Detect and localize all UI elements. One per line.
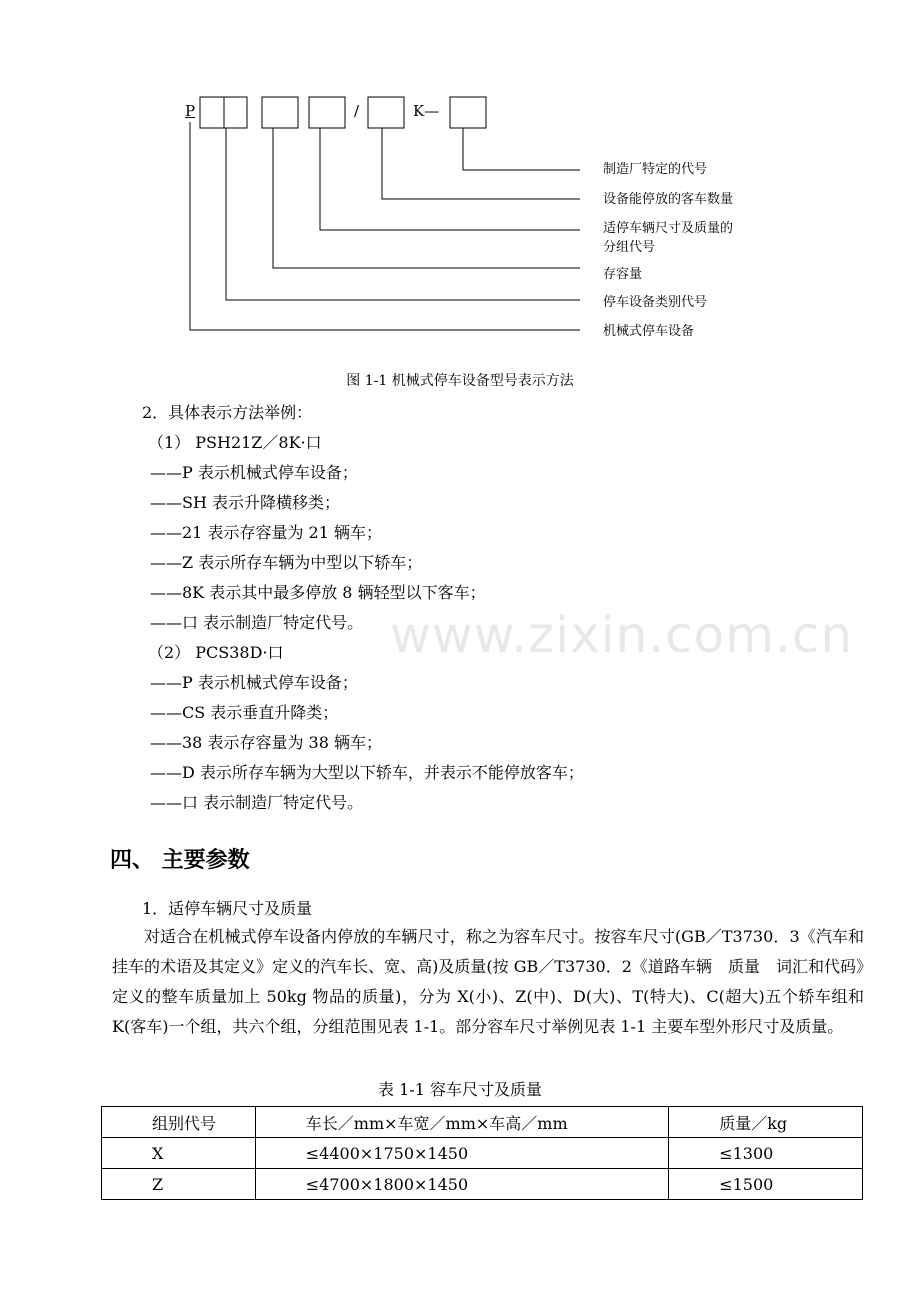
example-line: ——口 表示制造厂特定代号。 [150,613,364,632]
diagram-prefix: P [185,102,196,120]
table-cell: ≤4700×1800×1450 [255,1169,668,1200]
diagram-label-group-1: 适停车辆尺寸及质量的 [603,221,734,236]
example-line: ——38 表示存容量为 38 辆车； [150,733,382,752]
code-box-capacity [262,97,298,128]
table-row [102,1169,863,1200]
diagram-k-mark: K— [413,102,440,120]
example-line: ——CS 表示垂直升降类； [150,703,339,722]
diagram-label-group-2: 分组代号 [603,240,656,255]
table-cell: ≤1500 [669,1169,863,1200]
diagram-label-equipment: 机械式停车设备 [603,324,695,339]
example-line: ——口 表示制造厂特定代号。 [150,793,364,812]
example-line: ——8K 表示其中最多停放 8 辆轻型以下客车； [150,583,486,602]
table-header-cell: 组别代号 [102,1107,256,1138]
table-cell: X [102,1138,256,1169]
section-title: 四、 主要参数 [110,848,250,873]
code-box-group [309,97,345,128]
diagram-label-bus-count: 设备能停放的客车数量 [603,192,734,207]
diagram-lines [0,0,920,400]
section-paragraph: 对适合在机械式停车设备内停放的车辆尺寸，称之为容车尺寸。按容车尺寸(GB／T3730．3《汽车和挂车的术语及其定义》定义的汽车长、宽、高)及质量(按 GB／T3730．2《道路车辆 质量 词汇和代码》定义的整车质量加上 50kg 物品的质量)，分为 X(小)、Z(中)、D(大)、T(特大)、C(超大)五个轿车组和 K(客车)一个组，共六个组，分组范围见表 1-1。部分容车尺寸举例见表 1-1 主要车型外形尺寸及质量。 [112,927,864,1036]
diagram-label-capacity: 存容量 [603,267,643,282]
section-subheading: 1．适停车辆尺寸及质量 [142,899,313,918]
watermark: www.zixin.com.cn [390,606,854,664]
model-number-diagram [0,0,920,400]
table-header-cell: 质量／kg [669,1107,863,1138]
diagram-slash: / [354,102,360,120]
parameter-table [101,1106,863,1200]
example-line: ——SH 表示升降横移类； [150,493,341,512]
table-caption: 表 1-1 容车尺寸及质量 [378,1080,542,1099]
table-row [102,1138,863,1169]
diagram-label-category: 停车设备类别代号 [603,295,708,310]
example-line: ——P 表示机械式停车设备； [150,673,358,692]
example-line: ——D 表示所存车辆为大型以下轿车，并表示不能停放客车； [150,763,584,782]
code-box-manufacturer [450,97,486,128]
table-cell: Z [102,1169,256,1200]
example-line: ——P 表示机械式停车设备； [150,463,358,482]
example-line: ——Z 表示所存车辆为中型以下轿车； [150,553,423,572]
table-cell: ≤4400×1750×1450 [255,1138,668,1169]
example-line: ——21 表示存容量为 21 辆车； [150,523,382,542]
diagram-caption: 图 1-1 机械式停车设备型号表示方法 [346,373,574,389]
examples-heading: 2．具体表示方法举例： [142,403,313,422]
code-box-bus-count [368,97,404,128]
table-cell: ≤1300 [669,1138,863,1169]
table-header-cell: 车长／mm×车宽／mm×车高／mm [255,1107,668,1138]
table-header-row [102,1107,863,1138]
diagram-label-manufacturer: 制造厂特定的代号 [603,162,708,177]
example-line: （2） PCS38D·口 [148,643,284,662]
example-line: （1） PSH21Z／8K·口 [148,433,322,452]
